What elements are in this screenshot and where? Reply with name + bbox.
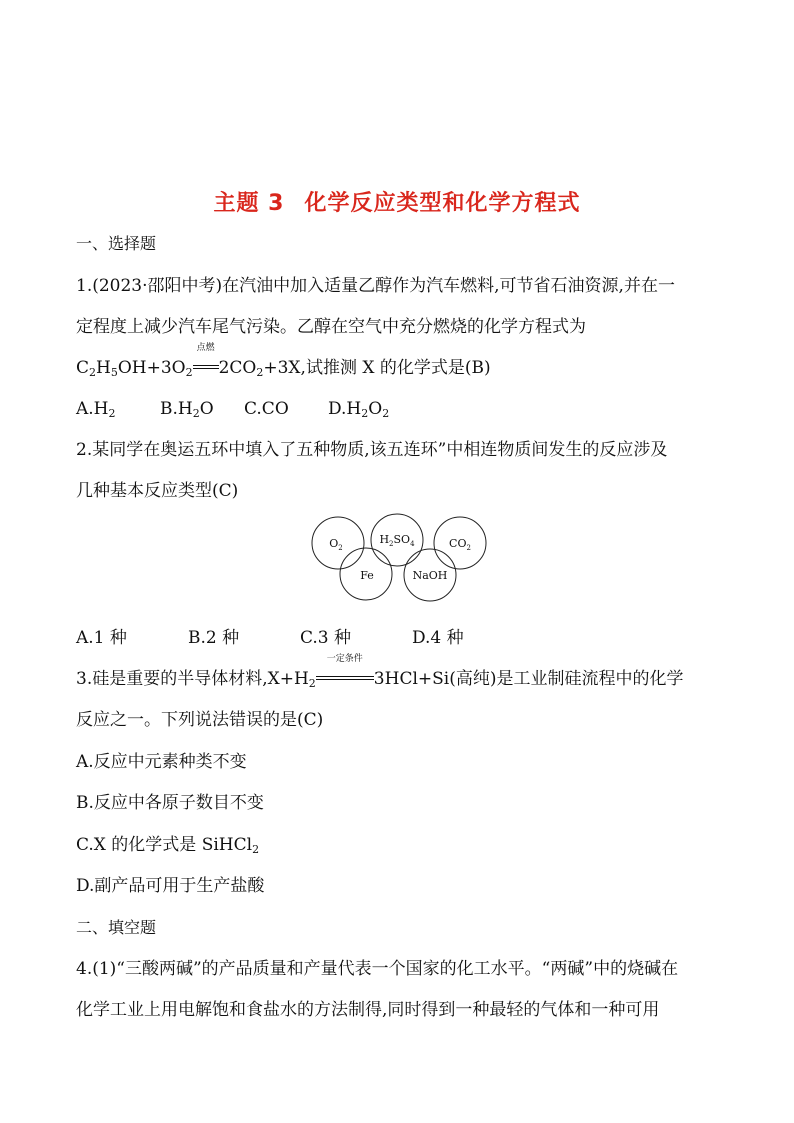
q3-option-b: B.反应中各原子数目不变 [76,793,264,813]
title-topic-number: 主题 3 [213,191,285,216]
q3-option-c: C.X 的化学式是 SiHCl$_2$ [76,835,260,856]
q1-option-a: $A.H_2$ [76,399,116,420]
q1-line-2: 定程度上减少汽车尾气污染。乙醇在空气中充分燃烧的化学方程式为 [76,317,586,337]
q2-line-1: 2.某同学在奥运五环中填入了五种物质,该五连环”中相连物质间发生的反应涉及 [76,440,668,460]
q2-option-d: D.4 种 [412,628,464,648]
q2-line-2: 几种基本反应类型(C) [76,481,239,501]
q1-equation-line: $C_2H_5OH+3O_2$ 点燃 $2CO_2+3X$,试推测 X 的化学式是(B) [76,343,491,379]
q3-option-d: D.副产品可用于生产盐酸 [76,876,265,896]
q2-options [76,626,464,650]
q3-option-a: A.反应中元素种类不变 [76,752,247,772]
q4-line-1: 4.(1)“三酸两碱”的产品质量和产量代表一个国家的化工水平。“两碱”中的烧碱在 [76,959,679,979]
title-topic-name: 化学反应类型和化学方程式 [304,191,581,216]
q1-option-b: $B.H_2O$ [160,399,214,420]
section-heading-choice: 一、选择题 [76,234,157,253]
q4-line-2: 化学工业上用电解饱和食盐水的方法制得,同时得到一种最轻的气体和一种可用 [76,1000,660,1020]
section-heading-fill: 二、填空题 [76,918,157,937]
q3-line-1: 3.硅是重要的半导体材料$,X+H_2$ 一定条件 3HCl+Si(高纯)是工业制硅流程中的化学 [76,654,684,690]
q3-line-2: 反应之一。下列说法错误的是(C) [76,710,324,730]
reaction-condition: 一定条件 [326,654,363,664]
reaction-condition: 点燃 [196,343,215,353]
ring-label-fe: Fe [360,569,374,582]
equation-arrow [316,654,374,691]
ring-label-o2: $O_2$ [329,537,343,552]
q2-option-c: C.3 种 [300,628,352,648]
q1-option-c: C.CO [244,399,289,419]
q2-option-b: B.2 种 [188,628,240,648]
ring-label-naoh: NaOH [412,569,448,582]
ring-label-h2so4: $H_2SO_4$ [379,533,415,548]
q1-line-1: 1.(2023·邵阳中考)在汽油中加入适量乙醇作为汽车燃料,可节省石油资源,并在一 [76,276,675,296]
q2-option-a: A.1 种 [76,628,127,648]
ring-label-co2: $CO_2$ [449,537,471,552]
q1-option-d: $D.H_2O_2$ [328,399,390,420]
